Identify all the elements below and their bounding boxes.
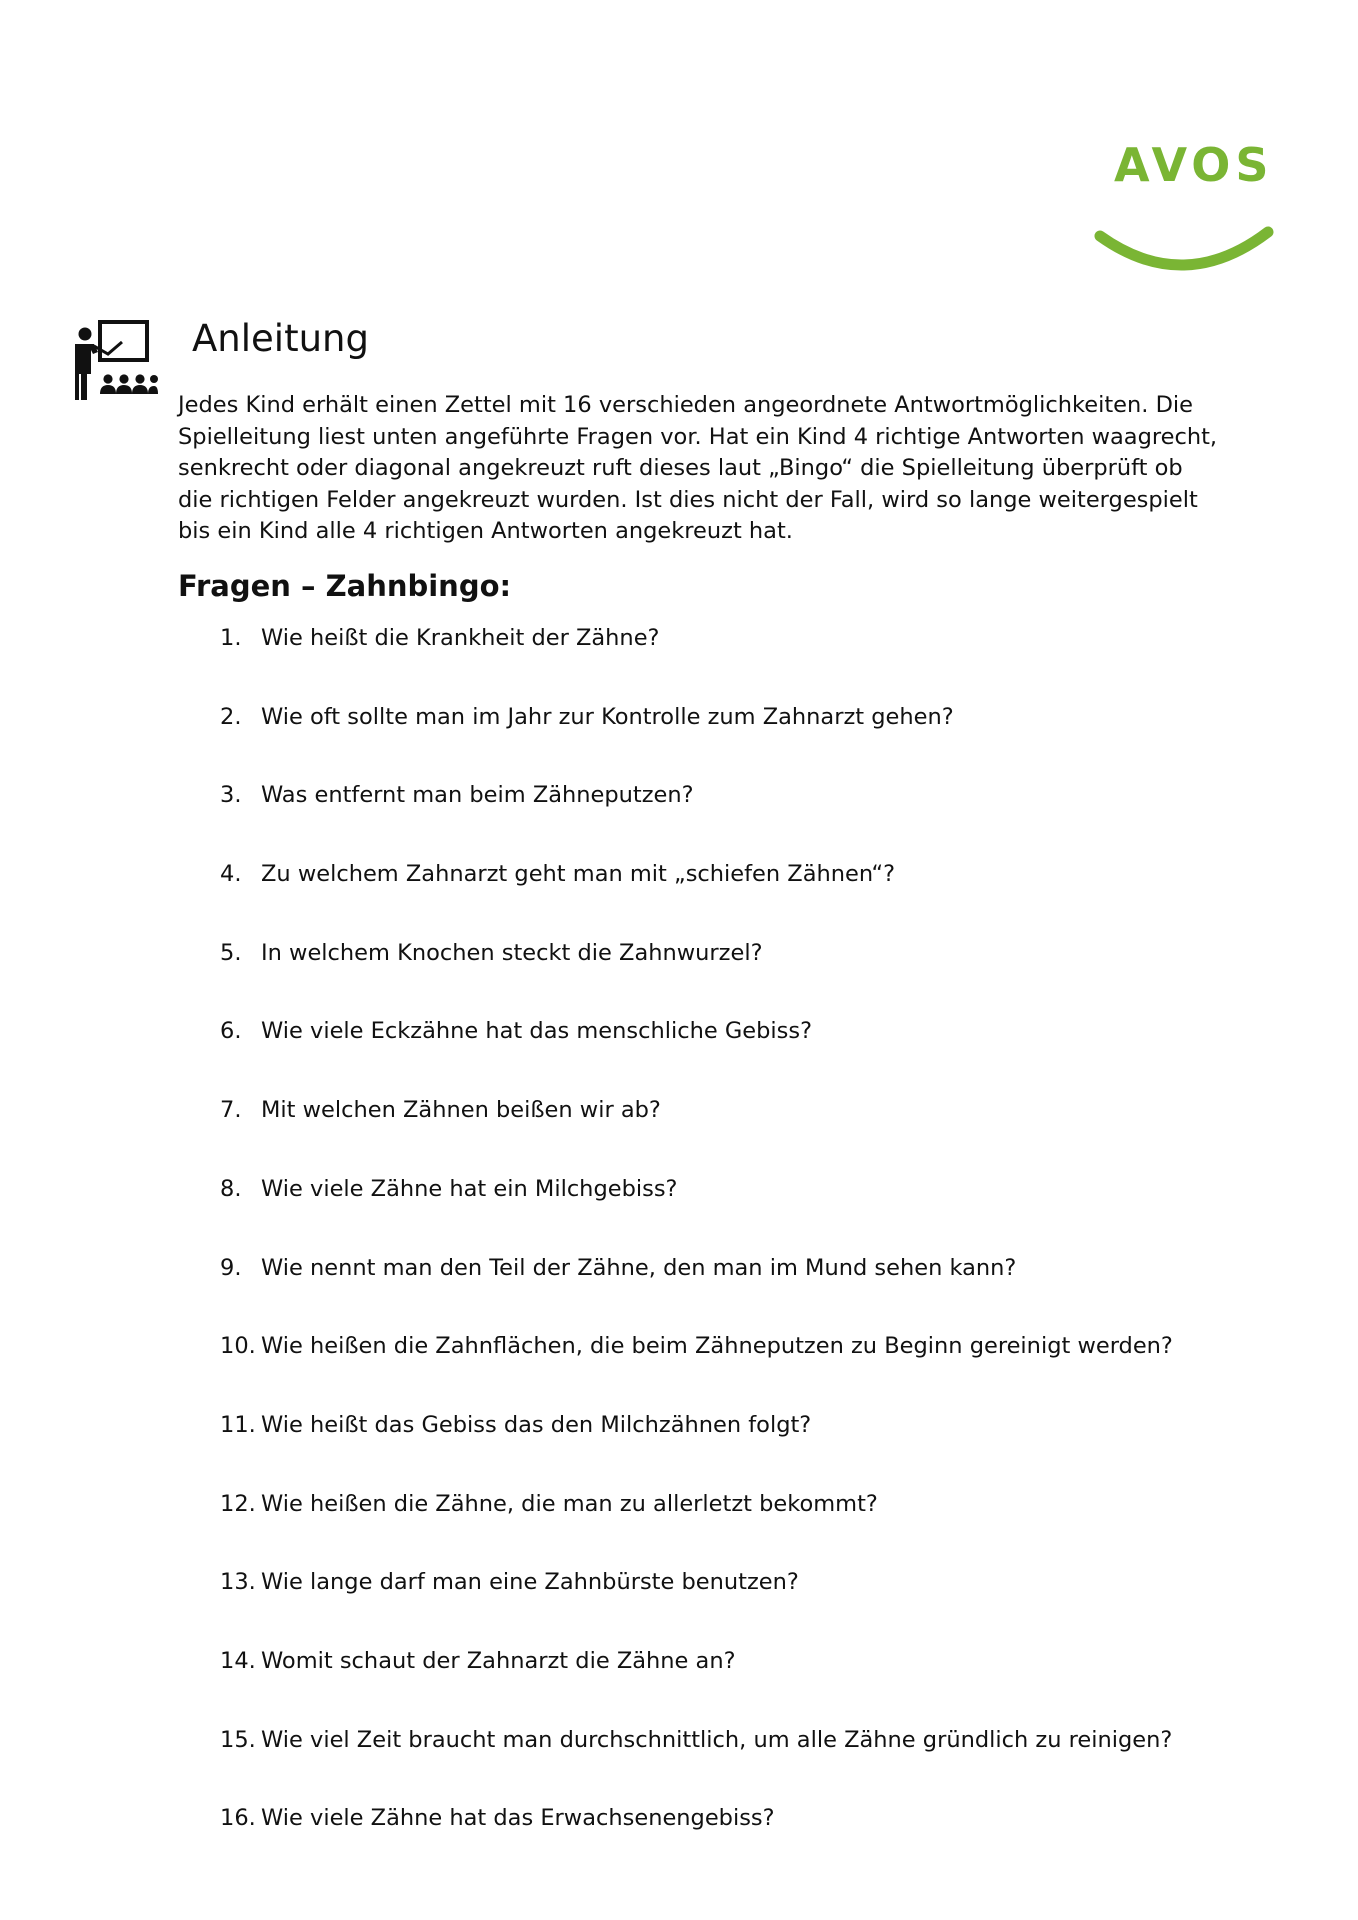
question-item [0,1641,1358,1720]
question-text: Wie oft sollte man im Jahr zur Kontrolle zum Zahnarzt gehen? [261,703,954,730]
avos-logo [1094,140,1274,280]
question-item [0,1720,1358,1799]
question-number: 12. [220,1490,256,1517]
question-number: 4. [220,861,242,888]
question-text: Wie lange darf man eine Zahnbürste benutzen? [261,1569,799,1596]
question-text: Wie viel Zeit braucht man durchschnittlich, um alle Zähne gründlich zu reinigen? [261,1726,1173,1753]
question-text: Wie viele Eckzähne hat das menschliche Gebiss? [261,1018,813,1045]
question-item [0,1798,1358,1877]
question-text: Wie viele Zähne hat ein Milchgebiss? [261,1175,678,1202]
question-number: 9. [220,1254,242,1281]
questions-list [0,618,1358,1877]
page-title: Anleitung [192,317,369,360]
question-text: Wie nennt man den Teil der Zähne, den man im Mund sehen kann? [261,1254,1017,1281]
question-item [0,1562,1358,1641]
question-text: In welchem Knochen steckt die Zahnwurzel? [261,939,763,966]
question-text: Wie viele Zähne hat das Erwachsenengebiss? [261,1805,775,1832]
question-item [0,775,1358,854]
question-item [0,1011,1358,1090]
question-text: Wie heißt die Krankheit der Zähne? [261,625,660,651]
question-number: 7. [220,1097,242,1124]
instruction-text: Jedes Kind erhält einen Zettel mit 16 verschieden angeordnete Antwortmöglichkeiten. Die Spielleitung liest unten angeführte Fragen vor. Hat ein Kind 4 richtige Antworten waagrecht, senkrecht oder diagonal angekreuzt ruft dieses laut „Bingo“ die Spielleitung überprüft ob die richtigen Felder angekreuzt wurden. Ist dies nicht der Fall, wird so lange weitergespielt bis ein Kind alle 4 richtigen Antworten angekreuzt hat. [178,392,1218,544]
teacher-whiteboard-icon [72,320,158,400]
question-text: Mit welchen Zähnen beißen wir ab? [261,1097,661,1124]
question-item [0,1326,1358,1405]
question-number: 16. [220,1805,256,1832]
question-number: 10. [220,1333,256,1360]
question-number: 1. [220,625,242,651]
question-number: 6. [220,1018,242,1045]
question-item [0,933,1358,1012]
question-item [0,1248,1358,1327]
question-text: Wie heißen die Zahnflächen, die beim Zähneputzen zu Beginn gereinigt werden? [261,1333,1173,1360]
logo-text: AVOS [1114,138,1274,192]
question-number: 2. [220,703,242,730]
questions-heading: Fragen – Zahnbingo: [178,569,512,603]
question-number: 13. [220,1569,256,1596]
question-number: 8. [220,1175,242,1202]
question-item [0,1090,1358,1169]
question-item [0,697,1358,776]
question-text: Wie heißt das Gebiss das den Milchzähnen folgt? [261,1411,812,1438]
question-item [0,1484,1358,1563]
question-item [0,1169,1358,1248]
question-item [0,1405,1358,1484]
question-text: Zu welchem Zahnarzt geht man mit „schiefen Zähnen“? [261,861,896,888]
question-number: 11. [220,1411,256,1438]
question-number: 14. [220,1647,256,1674]
question-item [0,854,1358,933]
question-text: Wie heißen die Zähne, die man zu allerletzt bekommt? [261,1490,878,1517]
question-number: 5. [220,939,242,966]
question-item [0,618,1358,697]
question-number: 15. [220,1726,256,1753]
smile-arc-icon [1094,224,1274,280]
question-text: Was entfernt man beim Zähneputzen? [261,782,694,809]
question-text: Womit schaut der Zahnarzt die Zähne an? [261,1647,736,1674]
question-number: 3. [220,782,242,809]
